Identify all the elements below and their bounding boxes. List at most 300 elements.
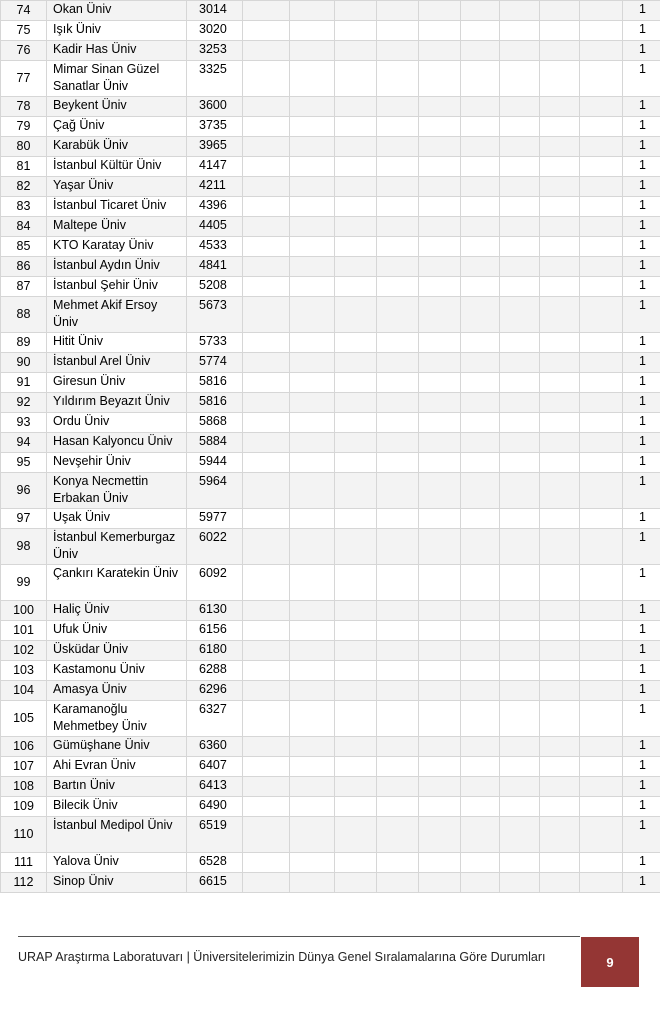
empty-cell bbox=[290, 333, 335, 353]
empty-cell bbox=[377, 565, 419, 601]
empty-cell bbox=[377, 529, 419, 565]
empty-cell bbox=[290, 621, 335, 641]
empty-cell bbox=[335, 757, 377, 777]
empty-cell bbox=[500, 97, 540, 117]
empty-cell bbox=[461, 681, 500, 701]
score-cell: 3253 bbox=[187, 41, 243, 61]
empty-cell bbox=[290, 873, 335, 893]
empty-cell bbox=[419, 473, 461, 509]
score-cell: 6130 bbox=[187, 601, 243, 621]
empty-cell bbox=[290, 453, 335, 473]
empty-cell bbox=[500, 529, 540, 565]
score-cell: 3735 bbox=[187, 117, 243, 137]
table-row bbox=[1, 61, 660, 97]
empty-cell bbox=[290, 701, 335, 737]
rank-cell: 110 bbox=[1, 817, 47, 853]
empty-cell bbox=[335, 353, 377, 373]
count-cell: 1 bbox=[623, 453, 660, 473]
score-cell: 6288 bbox=[187, 661, 243, 681]
rank-cell: 93 bbox=[1, 413, 47, 433]
table-row bbox=[1, 853, 660, 873]
empty-cell bbox=[419, 601, 461, 621]
empty-cell bbox=[377, 393, 419, 413]
empty-cell bbox=[419, 453, 461, 473]
university-name-cell: Gümüşhane Üniv bbox=[47, 737, 187, 757]
empty-cell bbox=[243, 237, 290, 257]
count-cell: 1 bbox=[623, 817, 660, 853]
empty-cell bbox=[500, 333, 540, 353]
empty-cell bbox=[290, 61, 335, 97]
empty-cell bbox=[335, 333, 377, 353]
empty-cell bbox=[540, 117, 580, 137]
empty-cell bbox=[540, 177, 580, 197]
empty-cell bbox=[290, 393, 335, 413]
table-row bbox=[1, 777, 660, 797]
score-cell: 3325 bbox=[187, 61, 243, 97]
empty-cell bbox=[243, 737, 290, 757]
empty-cell bbox=[377, 873, 419, 893]
empty-cell bbox=[243, 373, 290, 393]
empty-cell bbox=[580, 453, 623, 473]
empty-cell bbox=[335, 701, 377, 737]
empty-cell bbox=[335, 641, 377, 661]
score-cell: 5884 bbox=[187, 433, 243, 453]
empty-cell bbox=[419, 509, 461, 529]
empty-cell bbox=[461, 413, 500, 433]
empty-cell bbox=[335, 297, 377, 333]
empty-cell bbox=[540, 257, 580, 277]
empty-cell bbox=[500, 137, 540, 157]
university-name-cell: Hasan Kalyoncu Üniv bbox=[47, 433, 187, 453]
empty-cell bbox=[243, 873, 290, 893]
university-name-cell: Yalova Üniv bbox=[47, 853, 187, 873]
empty-cell bbox=[580, 797, 623, 817]
table-row bbox=[1, 473, 660, 509]
empty-cell bbox=[461, 433, 500, 453]
empty-cell bbox=[377, 853, 419, 873]
empty-cell bbox=[461, 701, 500, 737]
empty-cell bbox=[540, 373, 580, 393]
empty-cell bbox=[290, 21, 335, 41]
count-cell: 1 bbox=[623, 529, 660, 565]
empty-cell bbox=[461, 61, 500, 97]
table-row bbox=[1, 177, 660, 197]
empty-cell bbox=[500, 393, 540, 413]
empty-cell bbox=[243, 777, 290, 797]
empty-cell bbox=[540, 601, 580, 621]
footer-title: URAP Araştırma Laboratuvarı | Üniversitelerimizin Dünya Genel Sıralamalarına Göre Durumları bbox=[18, 950, 546, 964]
count-cell: 1 bbox=[623, 117, 660, 137]
table-row bbox=[1, 601, 660, 621]
empty-cell bbox=[461, 757, 500, 777]
score-cell: 5816 bbox=[187, 393, 243, 413]
empty-cell bbox=[461, 217, 500, 237]
empty-cell bbox=[377, 177, 419, 197]
empty-cell bbox=[500, 157, 540, 177]
count-cell: 1 bbox=[623, 853, 660, 873]
empty-cell bbox=[500, 509, 540, 529]
count-cell: 1 bbox=[623, 353, 660, 373]
empty-cell bbox=[290, 137, 335, 157]
empty-cell bbox=[419, 621, 461, 641]
empty-cell bbox=[335, 137, 377, 157]
score-cell: 6360 bbox=[187, 737, 243, 757]
empty-cell bbox=[243, 817, 290, 853]
score-cell: 5977 bbox=[187, 509, 243, 529]
empty-cell bbox=[335, 529, 377, 565]
empty-cell bbox=[461, 529, 500, 565]
table-row bbox=[1, 393, 660, 413]
empty-cell bbox=[377, 217, 419, 237]
empty-cell bbox=[243, 641, 290, 661]
university-name-cell: Kastamonu Üniv bbox=[47, 661, 187, 681]
score-cell: 6092 bbox=[187, 565, 243, 601]
count-cell: 1 bbox=[623, 797, 660, 817]
empty-cell bbox=[243, 661, 290, 681]
empty-cell bbox=[461, 817, 500, 853]
empty-cell bbox=[377, 333, 419, 353]
empty-cell bbox=[540, 737, 580, 757]
university-name-cell: Karabük Üniv bbox=[47, 137, 187, 157]
empty-cell bbox=[540, 217, 580, 237]
university-name-cell: İstanbul Arel Üniv bbox=[47, 353, 187, 373]
table-row bbox=[1, 197, 660, 217]
university-name-cell: KTO Karatay Üniv bbox=[47, 237, 187, 257]
rank-cell: 103 bbox=[1, 661, 47, 681]
score-cell: 5964 bbox=[187, 473, 243, 509]
empty-cell bbox=[580, 61, 623, 97]
count-cell: 1 bbox=[623, 333, 660, 353]
table-row bbox=[1, 137, 660, 157]
empty-cell bbox=[419, 853, 461, 873]
rank-cell: 97 bbox=[1, 509, 47, 529]
empty-cell bbox=[461, 117, 500, 137]
empty-cell bbox=[335, 853, 377, 873]
empty-cell bbox=[335, 97, 377, 117]
empty-cell bbox=[540, 817, 580, 853]
empty-cell bbox=[377, 509, 419, 529]
empty-cell bbox=[335, 797, 377, 817]
empty-cell bbox=[243, 701, 290, 737]
empty-cell bbox=[540, 237, 580, 257]
score-cell: 3600 bbox=[187, 97, 243, 117]
empty-cell bbox=[377, 277, 419, 297]
empty-cell bbox=[377, 373, 419, 393]
empty-cell bbox=[243, 565, 290, 601]
empty-cell bbox=[500, 473, 540, 509]
empty-cell bbox=[335, 681, 377, 701]
empty-cell bbox=[540, 157, 580, 177]
count-cell: 1 bbox=[623, 373, 660, 393]
empty-cell bbox=[461, 565, 500, 601]
empty-cell bbox=[290, 529, 335, 565]
empty-cell bbox=[419, 433, 461, 453]
empty-cell bbox=[580, 97, 623, 117]
empty-cell bbox=[461, 453, 500, 473]
university-name-cell: Üsküdar Üniv bbox=[47, 641, 187, 661]
table-row bbox=[1, 701, 660, 737]
empty-cell bbox=[580, 297, 623, 333]
empty-cell bbox=[580, 217, 623, 237]
rank-cell: 102 bbox=[1, 641, 47, 661]
count-cell: 1 bbox=[623, 621, 660, 641]
empty-cell bbox=[419, 97, 461, 117]
empty-cell bbox=[500, 797, 540, 817]
university-name-cell: Maltepe Üniv bbox=[47, 217, 187, 237]
empty-cell bbox=[419, 157, 461, 177]
empty-cell bbox=[540, 797, 580, 817]
page-number-badge bbox=[581, 937, 639, 987]
university-name-cell: Ordu Üniv bbox=[47, 413, 187, 433]
university-name-cell: Nevşehir Üniv bbox=[47, 453, 187, 473]
empty-cell bbox=[419, 777, 461, 797]
empty-cell bbox=[335, 817, 377, 853]
university-name-cell: İstanbul Medipol Üniv bbox=[47, 817, 187, 853]
rank-cell: 82 bbox=[1, 177, 47, 197]
count-cell: 1 bbox=[623, 777, 660, 797]
count-cell: 1 bbox=[623, 277, 660, 297]
score-cell: 6490 bbox=[187, 797, 243, 817]
empty-cell bbox=[540, 757, 580, 777]
empty-cell bbox=[540, 777, 580, 797]
empty-cell bbox=[377, 661, 419, 681]
empty-cell bbox=[243, 117, 290, 137]
empty-cell bbox=[500, 413, 540, 433]
rank-cell: 84 bbox=[1, 217, 47, 237]
score-cell: 5868 bbox=[187, 413, 243, 433]
empty-cell bbox=[290, 509, 335, 529]
empty-cell bbox=[335, 509, 377, 529]
table-row bbox=[1, 353, 660, 373]
empty-cell bbox=[540, 353, 580, 373]
empty-cell bbox=[540, 641, 580, 661]
score-cell: 6180 bbox=[187, 641, 243, 661]
empty-cell bbox=[243, 433, 290, 453]
count-cell: 1 bbox=[623, 509, 660, 529]
table-row bbox=[1, 681, 660, 701]
empty-cell bbox=[540, 41, 580, 61]
empty-cell bbox=[419, 873, 461, 893]
university-name-cell: Mehmet Akif Ersoy Üniv bbox=[47, 297, 187, 333]
empty-cell bbox=[461, 853, 500, 873]
university-name-cell: Mimar Sinan Güzel Sanatlar Üniv bbox=[47, 61, 187, 97]
rank-cell: 92 bbox=[1, 393, 47, 413]
count-cell: 1 bbox=[623, 393, 660, 413]
empty-cell bbox=[335, 217, 377, 237]
empty-cell bbox=[377, 21, 419, 41]
empty-cell bbox=[461, 21, 500, 41]
empty-cell bbox=[540, 473, 580, 509]
empty-cell bbox=[243, 41, 290, 61]
empty-cell bbox=[580, 353, 623, 373]
rank-cell: 80 bbox=[1, 137, 47, 157]
rank-cell: 106 bbox=[1, 737, 47, 757]
empty-cell bbox=[500, 41, 540, 61]
university-name-cell: Bartın Üniv bbox=[47, 777, 187, 797]
empty-cell bbox=[335, 257, 377, 277]
empty-cell bbox=[580, 853, 623, 873]
empty-cell bbox=[290, 297, 335, 333]
count-cell: 1 bbox=[623, 681, 660, 701]
empty-cell bbox=[580, 413, 623, 433]
empty-cell bbox=[419, 817, 461, 853]
count-cell: 1 bbox=[623, 737, 660, 757]
empty-cell bbox=[419, 565, 461, 601]
empty-cell bbox=[419, 641, 461, 661]
rank-cell: 87 bbox=[1, 277, 47, 297]
empty-cell bbox=[419, 737, 461, 757]
empty-cell bbox=[580, 333, 623, 353]
empty-cell bbox=[580, 473, 623, 509]
empty-cell bbox=[335, 565, 377, 601]
empty-cell bbox=[540, 453, 580, 473]
score-cell: 4396 bbox=[187, 197, 243, 217]
university-name-cell: İstanbul Aydın Üniv bbox=[47, 257, 187, 277]
empty-cell bbox=[335, 197, 377, 217]
empty-cell bbox=[419, 757, 461, 777]
empty-cell bbox=[500, 61, 540, 97]
empty-cell bbox=[290, 641, 335, 661]
empty-cell bbox=[580, 177, 623, 197]
empty-cell bbox=[290, 797, 335, 817]
rank-cell: 91 bbox=[1, 373, 47, 393]
empty-cell bbox=[243, 529, 290, 565]
empty-cell bbox=[377, 433, 419, 453]
count-cell: 1 bbox=[623, 257, 660, 277]
empty-cell bbox=[500, 777, 540, 797]
empty-cell bbox=[335, 237, 377, 257]
score-cell: 5816 bbox=[187, 373, 243, 393]
empty-cell bbox=[290, 853, 335, 873]
table-row bbox=[1, 737, 660, 757]
empty-cell bbox=[377, 257, 419, 277]
empty-cell bbox=[377, 413, 419, 433]
empty-cell bbox=[580, 137, 623, 157]
count-cell: 1 bbox=[623, 197, 660, 217]
empty-cell bbox=[290, 777, 335, 797]
empty-cell bbox=[580, 393, 623, 413]
table-row bbox=[1, 661, 660, 681]
empty-cell bbox=[335, 737, 377, 757]
empty-cell bbox=[419, 137, 461, 157]
table-row bbox=[1, 117, 660, 137]
empty-cell bbox=[243, 137, 290, 157]
score-cell: 6615 bbox=[187, 873, 243, 893]
empty-cell bbox=[243, 297, 290, 333]
empty-cell bbox=[243, 681, 290, 701]
score-cell: 6528 bbox=[187, 853, 243, 873]
university-name-cell: Karamanoğlu Mehmetbey Üniv bbox=[47, 701, 187, 737]
count-cell: 1 bbox=[623, 297, 660, 333]
empty-cell bbox=[540, 413, 580, 433]
rank-cell: 86 bbox=[1, 257, 47, 277]
empty-cell bbox=[419, 701, 461, 737]
empty-cell bbox=[500, 601, 540, 621]
empty-cell bbox=[461, 737, 500, 757]
count-cell: 1 bbox=[623, 757, 660, 777]
count-cell: 1 bbox=[623, 641, 660, 661]
empty-cell bbox=[500, 277, 540, 297]
empty-cell bbox=[540, 277, 580, 297]
rank-cell: 107 bbox=[1, 757, 47, 777]
count-cell: 1 bbox=[623, 413, 660, 433]
empty-cell bbox=[540, 565, 580, 601]
empty-cell bbox=[335, 1, 377, 21]
empty-cell bbox=[461, 137, 500, 157]
university-name-cell: Konya Necmettin Erbakan Üniv bbox=[47, 473, 187, 509]
table-row bbox=[1, 453, 660, 473]
empty-cell bbox=[243, 797, 290, 817]
empty-cell bbox=[500, 217, 540, 237]
count-cell: 1 bbox=[623, 21, 660, 41]
empty-cell bbox=[377, 41, 419, 61]
table-row bbox=[1, 509, 660, 529]
count-cell: 1 bbox=[623, 433, 660, 453]
empty-cell bbox=[500, 453, 540, 473]
empty-cell bbox=[243, 1, 290, 21]
empty-cell bbox=[540, 661, 580, 681]
empty-cell bbox=[419, 21, 461, 41]
empty-cell bbox=[290, 661, 335, 681]
empty-cell bbox=[335, 873, 377, 893]
empty-cell bbox=[377, 197, 419, 217]
empty-cell bbox=[335, 117, 377, 137]
empty-cell bbox=[580, 817, 623, 853]
empty-cell bbox=[377, 621, 419, 641]
score-cell: 6407 bbox=[187, 757, 243, 777]
empty-cell bbox=[419, 681, 461, 701]
table-row bbox=[1, 433, 660, 453]
table-row bbox=[1, 1, 660, 21]
rank-cell: 101 bbox=[1, 621, 47, 641]
score-cell: 6519 bbox=[187, 817, 243, 853]
score-cell: 6327 bbox=[187, 701, 243, 737]
rank-cell: 112 bbox=[1, 873, 47, 893]
university-name-cell: Kadir Has Üniv bbox=[47, 41, 187, 61]
empty-cell bbox=[461, 373, 500, 393]
empty-cell bbox=[290, 197, 335, 217]
score-cell: 3965 bbox=[187, 137, 243, 157]
count-cell: 1 bbox=[623, 61, 660, 97]
rank-cell: 81 bbox=[1, 157, 47, 177]
empty-cell bbox=[377, 117, 419, 137]
rank-cell: 95 bbox=[1, 453, 47, 473]
empty-cell bbox=[461, 177, 500, 197]
score-cell: 6022 bbox=[187, 529, 243, 565]
empty-cell bbox=[377, 137, 419, 157]
score-cell: 3014 bbox=[187, 1, 243, 21]
rank-cell: 90 bbox=[1, 353, 47, 373]
empty-cell bbox=[461, 797, 500, 817]
rank-cell: 74 bbox=[1, 1, 47, 21]
table-row bbox=[1, 565, 660, 601]
rank-cell: 100 bbox=[1, 601, 47, 621]
university-name-cell: Işık Üniv bbox=[47, 21, 187, 41]
empty-cell bbox=[290, 817, 335, 853]
score-cell: 5733 bbox=[187, 333, 243, 353]
empty-cell bbox=[335, 777, 377, 797]
empty-cell bbox=[243, 621, 290, 641]
empty-cell bbox=[500, 1, 540, 21]
empty-cell bbox=[290, 217, 335, 237]
empty-cell bbox=[461, 393, 500, 413]
empty-cell bbox=[540, 1, 580, 21]
count-cell: 1 bbox=[623, 565, 660, 601]
empty-cell bbox=[500, 661, 540, 681]
empty-cell bbox=[243, 217, 290, 237]
empty-cell bbox=[461, 157, 500, 177]
empty-cell bbox=[290, 601, 335, 621]
